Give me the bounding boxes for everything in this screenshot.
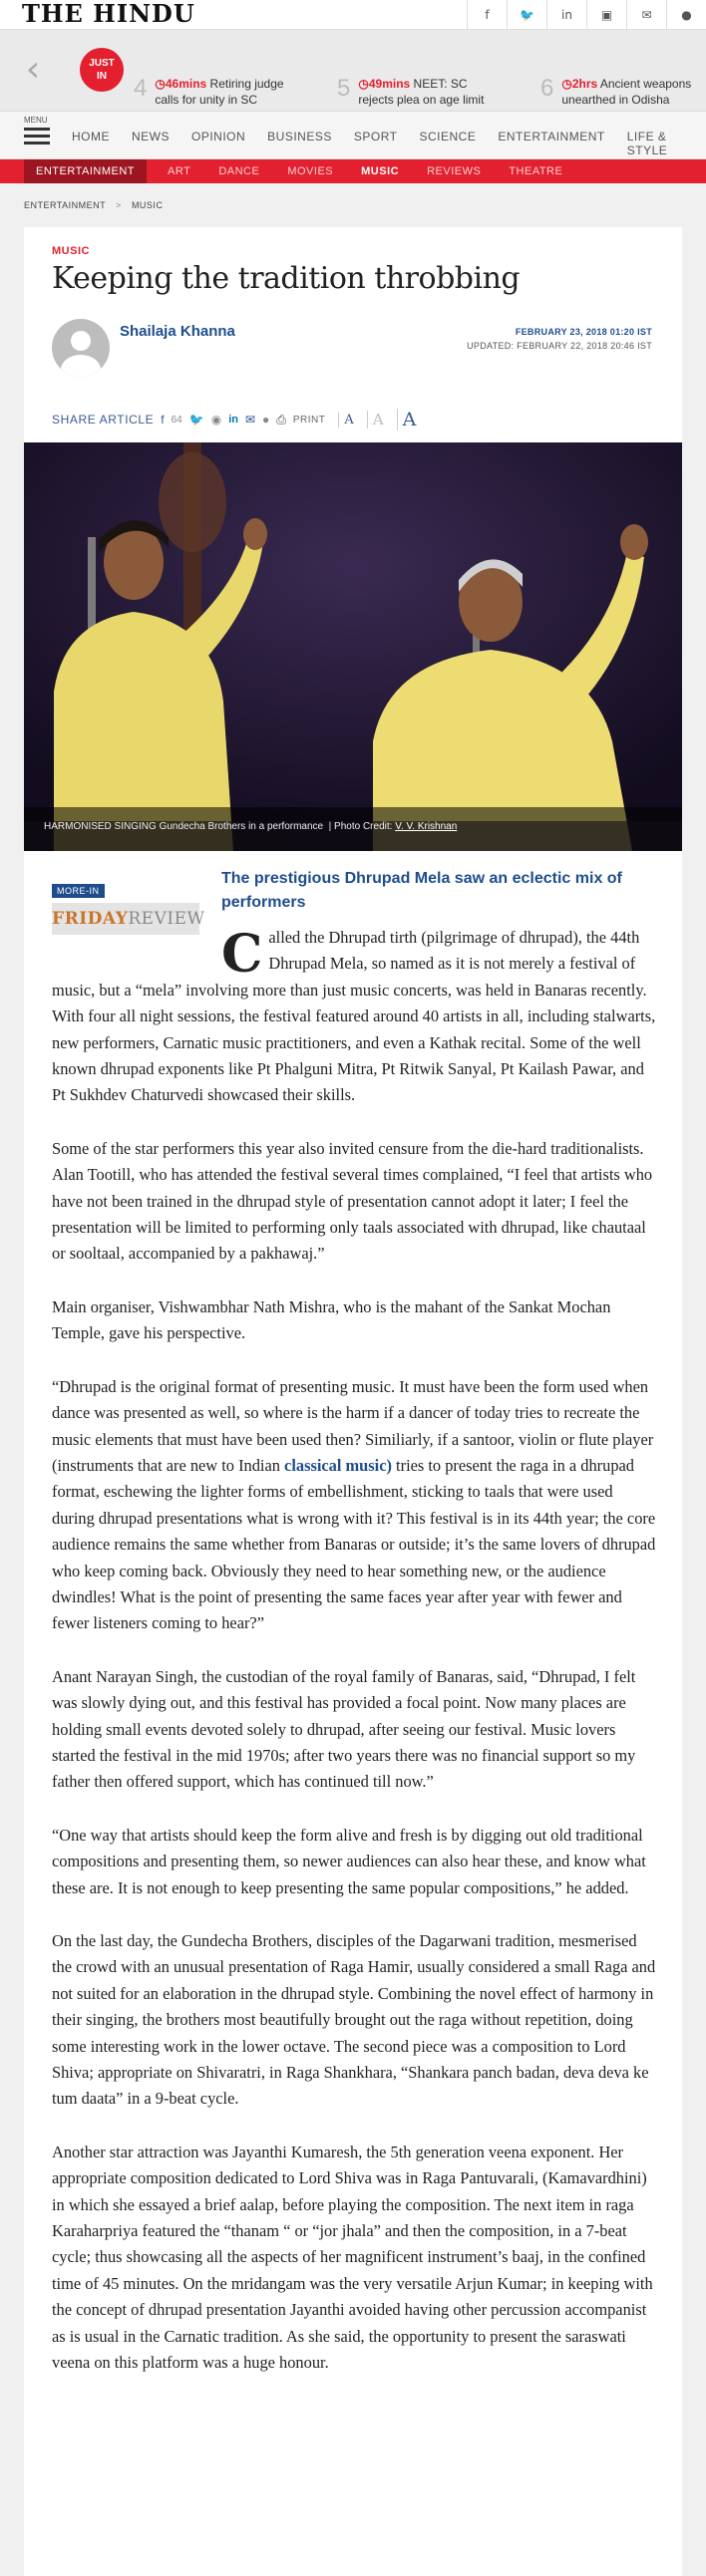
ticker-item[interactable] bbox=[337, 76, 496, 108]
author-avatar[interactable] bbox=[52, 319, 110, 377]
ticker-text[interactable] bbox=[561, 76, 699, 108]
paragraph-6: “One way that artists should keep the form alive and fresh is by digging out old traditional compositions and presenting them, so newer audiences can also hear these, and know what these are. It is not enough to keep presenting the same popular compositions,” he added. bbox=[52, 1825, 646, 1897]
instagram-icon[interactable]: ▣ bbox=[586, 0, 626, 30]
comment-icon[interactable]: ● bbox=[262, 413, 270, 427]
print-label[interactable]: PRINT bbox=[292, 414, 326, 426]
article-dates bbox=[467, 325, 652, 353]
hamburger-menu-icon[interactable] bbox=[24, 128, 50, 143]
mail-icon[interactable]: ✉ bbox=[626, 0, 666, 30]
clock-icon: ◷ bbox=[561, 77, 572, 91]
article-title: Keeping the tradition throbbing bbox=[52, 261, 521, 296]
clock-icon: ◷ bbox=[155, 77, 166, 91]
facebook-icon[interactable]: f bbox=[467, 0, 507, 30]
top-icon-bar bbox=[467, 0, 706, 30]
paragraph-4-text-b: tries to present the raga in a dhrupad format, eschewing the lighter forms of embellishment, sticking to taals that were used during dhrupad presentations what is wrong with it? This festival is in its 44th year; the core audience remains the same whether from Banaras or outside; it’s the same lovers of dhrupad who keep coming back. Obviously they need to hear something new, or the audience dwindles! What is the point of presenting the same faces year after year with fewer and fewer listeners coming to hear?” bbox=[52, 1455, 656, 1633]
nav-home[interactable]: HOME bbox=[72, 130, 110, 143]
nav-science[interactable]: SCIENCE bbox=[419, 130, 477, 143]
article-body bbox=[52, 925, 656, 2404]
user-icon[interactable]: ● bbox=[666, 0, 706, 30]
updated-date: UPDATED: FEBRUARY 22, 2018 20:46 IST bbox=[467, 341, 652, 351]
ticker-num: 4 bbox=[134, 75, 148, 102]
caption-text: HARMONISED SINGING Gundecha Brothers in a performance bbox=[44, 821, 324, 832]
nav-business[interactable]: BUSINESS bbox=[267, 130, 332, 143]
linkedin-share-icon[interactable]: in bbox=[228, 414, 238, 426]
photo-credit-label: Photo Credit: bbox=[334, 821, 393, 832]
subnav-music[interactable]: MUSIC bbox=[361, 165, 400, 177]
menu-label: MENU bbox=[24, 116, 48, 125]
paragraph-7: On the last day, the Gundecha Brothers, disciples of the Dagarwani tradition, mesmerised the crowd with an unusual presentation of Raga Hamir, usually considered a small Raga and not suited for an elaboration in the dhrupad style. Combining the novel effect of harmony in their singing, the brothers most beautifully brought out the raga without repetition, doing some interesting work in the lower octave. The second piece was a composition to Lord Shiva; appropriate on Shivaratri, in Raga Shankhara, “Shankara panch badan, deva deva ke tum daata” in a 9-beat cycle. bbox=[52, 1931, 656, 2109]
subnav-movies[interactable]: MOVIES bbox=[287, 165, 334, 177]
subnav-reviews[interactable]: REVIEWS bbox=[427, 165, 482, 177]
section-tag[interactable]: MUSIC bbox=[52, 245, 90, 257]
linkedin-icon[interactable]: in bbox=[546, 0, 586, 30]
breadcrumb bbox=[0, 183, 706, 227]
subnav-theatre[interactable]: THEATRE bbox=[509, 165, 563, 177]
nav-news[interactable]: NEWS bbox=[132, 130, 170, 143]
paragraph-4 bbox=[52, 1374, 656, 1637]
classical-music-link[interactable]: classical music) bbox=[284, 1455, 392, 1475]
paragraph-3: Main organiser, Vishwambhar Nath Mishra, who is the mahant of the Sankat Mochan Temple, gave his perspective. bbox=[52, 1296, 611, 1343]
just-in-line2: IN bbox=[97, 71, 107, 82]
ticker-time: 49mins bbox=[368, 77, 411, 91]
share-bar bbox=[52, 409, 423, 430]
ticker-text[interactable] bbox=[155, 76, 292, 108]
paragraph-1 bbox=[52, 925, 656, 1109]
drop-cap: C bbox=[221, 924, 263, 985]
paragraph-2: Some of the star performers this year also invited censure from the die-hard traditionalists. Alan Tootill, who has attended the festival several times complained, “I feel that artists who have not been trained in the dhrupad style of presentation cannot adopt it later; I feel the presentation will be limited to performing only taals associated with dhrupad, like chautaal or sooltaal, accompanied by a pakhawaj.” bbox=[52, 1138, 653, 1264]
just-in-line1: JUST bbox=[89, 58, 115, 69]
clock-icon: ◷ bbox=[358, 77, 369, 91]
nav-opinion[interactable]: OPINION bbox=[191, 130, 246, 143]
friday-review-word2: REVIEW bbox=[128, 909, 205, 929]
ticker-num: 5 bbox=[337, 75, 351, 102]
performers-image bbox=[24, 442, 682, 851]
article-photo[interactable] bbox=[24, 442, 682, 851]
ticker-headline: Ancient weapons unearthed in Odisha bbox=[561, 77, 692, 107]
subnav-dance[interactable]: DANCE bbox=[218, 165, 260, 177]
author-name[interactable]: Shailaja Khanna bbox=[120, 323, 235, 340]
ticker-time: 2hrs bbox=[571, 77, 598, 91]
ticker-time: 46mins bbox=[165, 77, 207, 91]
paragraph-4-text-a: “Dhrupad is the original format of presenting music. It must have been the form used when dance was presented as well, so where is the harm if a dancer of today tries to recreate the music elements that must have been used then? Similiarly, if a santoor, violin or flute player (instruments that are new to Indian bbox=[52, 1376, 654, 1475]
breadcrumb-music[interactable]: MUSIC bbox=[131, 200, 164, 210]
subnav-art[interactable]: ART bbox=[168, 165, 191, 177]
main-nav bbox=[0, 112, 706, 159]
paragraph-5: Anant Narayan Singh, the custodian of the royal family of Banaras, said, “Dhrupad, I felt was slowly dying out, and this festival has provided a focal point. Now many places are holding small events devoted solely to dhrupad, after seeing our festival. Music lovers started the festival in the mid 1970s; after two years there was no financial support so my father then offered support, which has continued till now.” bbox=[52, 1666, 636, 1792]
email-share-icon[interactable]: ✉ bbox=[244, 413, 256, 427]
ticker-headline: Retiring judge calls for unity in SC bbox=[155, 77, 284, 107]
photo-credit-link[interactable]: V. V. Krishnan bbox=[395, 821, 458, 832]
article-card bbox=[24, 227, 682, 2576]
font-size-medium[interactable]: A bbox=[367, 411, 384, 429]
share-count: 64 bbox=[171, 414, 182, 426]
top-bar bbox=[0, 0, 706, 30]
share-label: SHARE ARTICLE bbox=[52, 413, 155, 427]
sub-nav bbox=[0, 159, 706, 183]
ticker-text[interactable] bbox=[358, 76, 496, 108]
print-icon[interactable]: ⎙ bbox=[276, 412, 286, 427]
paragraph-1-text: alled the Dhrupad tirth (pilgrimage of dhrupad), the 44th Dhrupad Mela, so named as it is not merely a festival of music, but a “mela” involving more than just music concerts, was held in Banaras recently. With four all night sessions, the festival featured around 40 artists in all, including stalwarts, new performers, Carnatic music practitioners, and even a Kathak recital. Some of the well known dhrupad exponents like Pt Phalguni Mitra, Pt Ritwik Sanyal, Pt Kailash Pawar, and Pt Sukhdev Chaturvedi showcased their skills. bbox=[52, 928, 656, 1105]
ticker-item[interactable] bbox=[134, 76, 292, 108]
breadcrumb-separator: > bbox=[116, 200, 122, 210]
ticker-item[interactable] bbox=[540, 76, 699, 108]
just-in-ticker bbox=[0, 30, 706, 112]
just-in-badge bbox=[80, 48, 124, 92]
site-logo[interactable]: THE HINDU bbox=[22, 0, 195, 28]
chevron-left-icon[interactable]: ‹ bbox=[25, 49, 41, 90]
published-date: FEBRUARY 23, 2018 01:20 IST bbox=[515, 327, 652, 337]
reddit-icon[interactable]: ◉ bbox=[210, 413, 222, 427]
subnav-section[interactable]: ENTERTAINMENT bbox=[24, 159, 147, 183]
ticker-num: 6 bbox=[540, 75, 554, 102]
friday-review-word1: FRIDAY bbox=[52, 909, 129, 929]
font-size-small[interactable]: A bbox=[338, 413, 353, 428]
font-size-large[interactable]: A bbox=[397, 409, 417, 430]
article-standfirst: The prestigious Dhrupad Mela saw an eclectic mix of performers bbox=[221, 870, 622, 911]
more-in-tag: MORE-IN bbox=[52, 884, 105, 898]
nav-life-style[interactable]: LIFE & STYLE bbox=[626, 130, 668, 157]
nav-sport[interactable]: SPORT bbox=[353, 130, 398, 143]
ticker-headline: NEET: SC rejects plea on age limit bbox=[358, 77, 485, 107]
nav-entertainment[interactable]: ENTERTAINMENT bbox=[498, 130, 605, 143]
twitter-share-icon[interactable]: 🐦 bbox=[188, 413, 204, 427]
breadcrumb-entertainment[interactable]: ENTERTAINMENT bbox=[24, 200, 107, 210]
photo-caption: HARMONISED SINGING Gundecha Brothers in a performance | Photo Credit: V. V. Krishnan bbox=[24, 807, 682, 851]
twitter-icon[interactable]: 🐦 bbox=[507, 0, 546, 30]
paragraph-8: Another star attraction was Jayanthi Kumaresh, the 5th generation veena exponent. Her appropriate composition dedicated to Lord Shiva was in Raga Pantuvarali, (Kamavardhini) in which she essayed a brief aalap, before playing the composition. The next item in raga Karaharpriya featured the “thanam “ or “jor jhala” and then the composition, in a 7-beat cycle; thus showcasing all the aspects of her magnificent instrument’s baaj, in the confined time of 45 minutes. On the mridangam was the very versatile Arjun Kumar; in keeping with the concept of dhrupad presentation Jayanthi avoided having other percussion accompanist as is usual in the Carnatic tradition. As she said, the opportunity to present the saraswati veena on this platform was a huge honour. bbox=[52, 2142, 653, 2373]
facebook-share-icon[interactable]: f bbox=[161, 413, 165, 427]
